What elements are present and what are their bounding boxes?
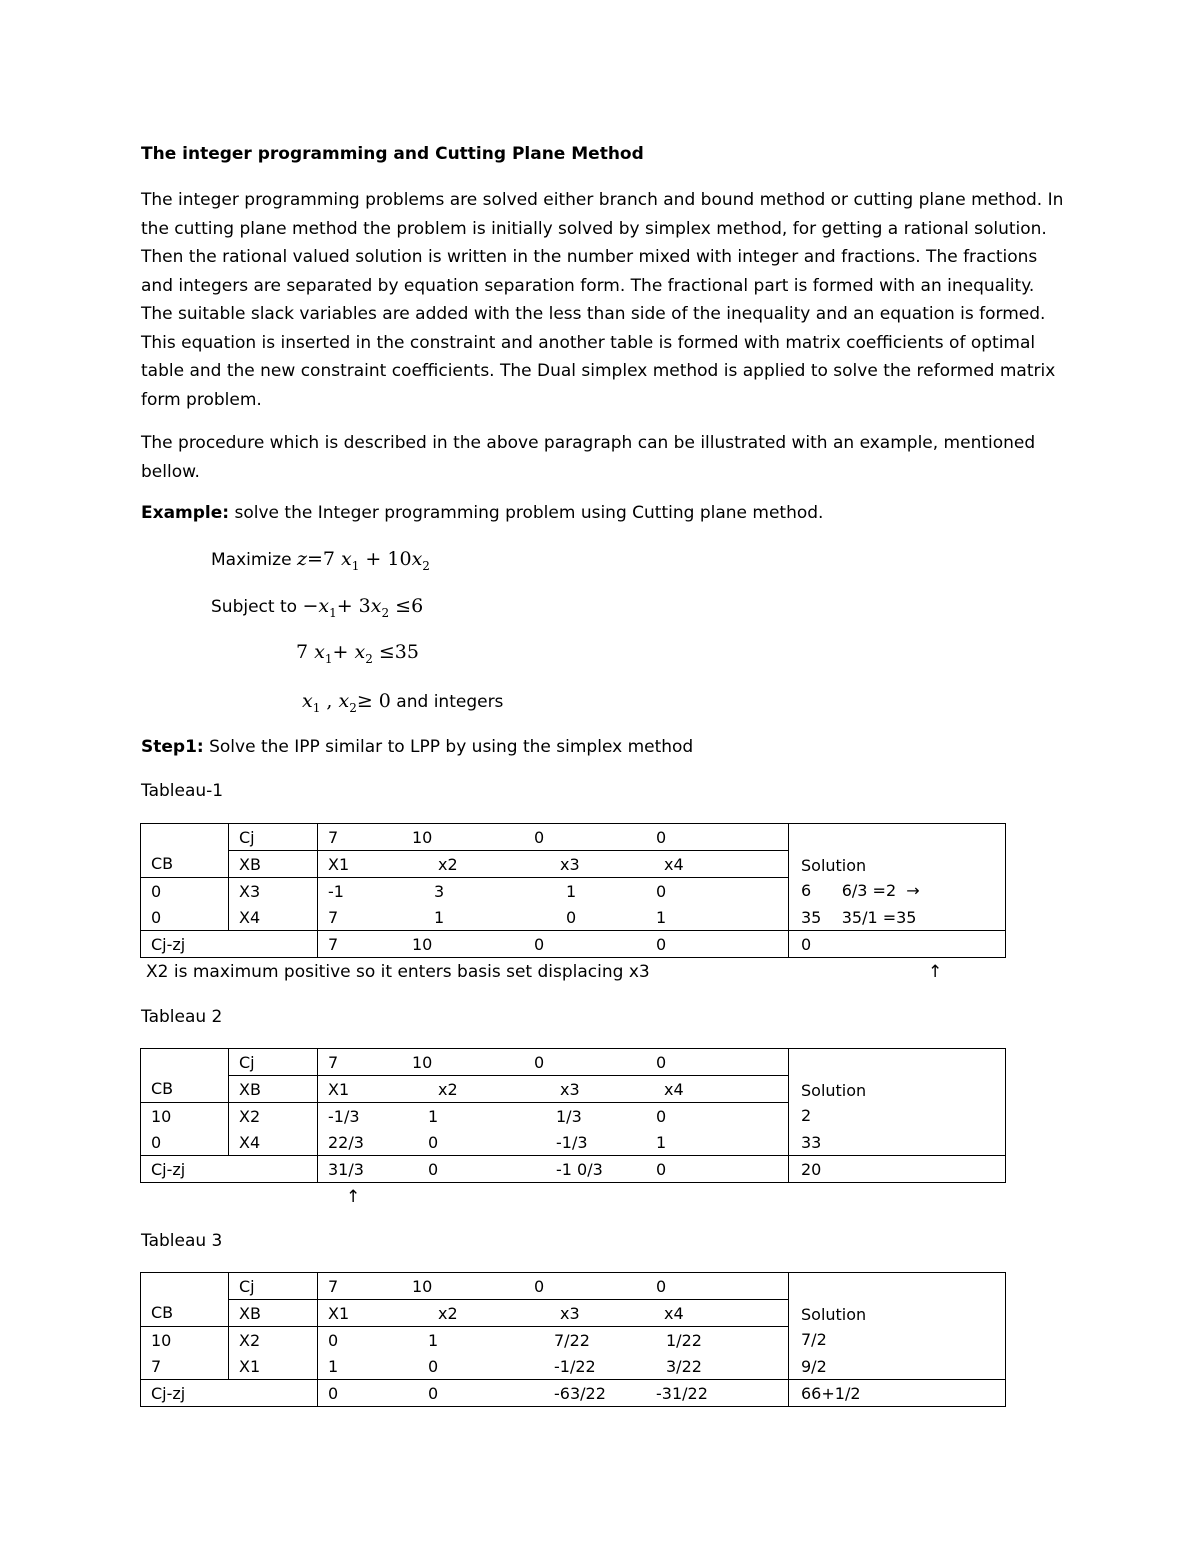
row-values (318, 904, 789, 931)
value-cell: 1/22 (666, 1330, 702, 1350)
value-cell: 0 (656, 881, 667, 901)
value-cell: -1/3 (328, 1106, 360, 1126)
cjzj-value: -63/22 (554, 1383, 606, 1403)
cjzj-value: 0 (428, 1383, 439, 1403)
tableau-2-table (140, 1048, 1006, 1183)
cjzj-values (318, 1156, 789, 1183)
xb-header: XB (229, 851, 318, 878)
var-header: X1 (328, 1303, 350, 1323)
cjzj-value: -1 0/3 (556, 1159, 603, 1179)
var-header: x2 (438, 854, 458, 874)
cb-cell: 0 (141, 1129, 229, 1156)
cj-value: 0 (656, 827, 667, 847)
value-cell: 0 (328, 1330, 339, 1350)
xb-cell: X4 (229, 1129, 318, 1156)
cjzj-solution: 0 (789, 931, 1006, 958)
xb-header: XB (229, 1300, 318, 1327)
cj-label: Cj (229, 1049, 318, 1076)
value-cell: 1/3 (556, 1106, 582, 1126)
variable-headers (318, 851, 789, 878)
xb-cell: X2 (229, 1103, 318, 1130)
cb-header: CB (141, 1076, 229, 1103)
solution-header: Solution (789, 824, 1006, 878)
solution-header: Solution (789, 1273, 1006, 1327)
example-line (141, 503, 823, 523)
cb-cell: 10 (141, 1327, 229, 1354)
cjzj-label: Cj-zj (141, 1156, 318, 1183)
empty-cell (141, 824, 229, 851)
empty-cell (141, 1049, 229, 1076)
cj-value: 0 (534, 1052, 545, 1072)
value-cell: -1 (328, 881, 344, 901)
cjzj-label: Cj-zj (141, 1380, 318, 1407)
cj-label: Cj (229, 1273, 318, 1300)
cjzj-value: 31/3 (328, 1159, 364, 1179)
cb-cell: 0 (141, 904, 229, 931)
solution-cell: 9/2 (789, 1353, 1006, 1380)
solution-cell: 7/2 (789, 1327, 1006, 1354)
cj-value: 10 (412, 827, 433, 847)
cj-value: 0 (534, 827, 545, 847)
cj-values (318, 1273, 789, 1300)
tableau-2-label: Tableau 2 (141, 1007, 223, 1027)
step1-line (141, 737, 693, 757)
var-header: x2 (438, 1079, 458, 1099)
tableau-1-table (140, 823, 1006, 958)
var-header: x2 (438, 1303, 458, 1323)
tableau-3-table (140, 1272, 1006, 1407)
cb-header: CB (141, 851, 229, 878)
row-values (318, 1327, 789, 1354)
value-cell: 0 (428, 1132, 439, 1152)
var-header: X1 (328, 1079, 350, 1099)
cj-values (318, 824, 789, 851)
cjzj-value: 0 (656, 1159, 667, 1179)
cj-value: 10 (412, 1276, 433, 1296)
row-values (318, 1353, 789, 1380)
tableau-3-label: Tableau 3 (141, 1231, 223, 1251)
cb-cell: 10 (141, 1103, 229, 1130)
value-cell: 3 (434, 881, 445, 901)
intro-paragraph: The integer programming problems are solved either branch and bound method or cutting plane method. In the cutting plane method the problem is initially solved by simplex method, for getting a rational solution. Then the rational valued solution is written in the number mixed with integer and fractions. The fractions and integers are separated by equation separation form. The fractional part is formed with an inequality. The suitable slack variables are added with the less than side of the inequality and an equation is formed. This equation is inserted in the constraint and another table is formed with matrix coefficients of optimal table and the new constraint coefficients. The Dual simplex method is applied to solve the reformed matrix form problem. (141, 190, 1064, 410)
empty-cell (141, 1273, 229, 1300)
nonnegativity-formula: $x_1$ , $x_2\ge 0$ and integers (302, 690, 504, 715)
xb-cell: X1 (229, 1353, 318, 1380)
and-integers-label: and integers (390, 692, 504, 712)
cj-value: 7 (328, 1052, 339, 1072)
cjzj-solution: 66+1/2 (789, 1380, 1006, 1407)
cj-value: 0 (534, 1276, 545, 1296)
value-cell: -1/3 (556, 1132, 588, 1152)
step1-text: Solve the IPP similar to LPP by using the simplex method (203, 737, 694, 757)
cjzj-value: 0 (428, 1159, 439, 1179)
var-header: x3 (560, 1303, 580, 1323)
value-cell: 1 (566, 881, 577, 901)
xb-cell: X3 (229, 878, 318, 905)
value-cell: 1 (434, 907, 445, 927)
cjzj-values (318, 1380, 789, 1407)
entering-arrow-icon: ↑ (928, 962, 943, 982)
variable-headers (318, 1076, 789, 1103)
tableau-1-label: Tableau-1 (141, 781, 224, 801)
value-cell: 0 (566, 907, 577, 927)
example-label: Example: (141, 503, 230, 523)
xb-header: XB (229, 1076, 318, 1103)
value-cell: -1/22 (554, 1356, 596, 1376)
value-cell: 1 (656, 907, 667, 927)
value-cell: 7 (328, 907, 339, 927)
page-title: The integer programming and Cutting Plane Method (141, 144, 644, 164)
row-values (318, 1129, 789, 1156)
var-header: x4 (664, 1303, 684, 1323)
cj-value: 0 (656, 1052, 667, 1072)
value-cell: 0 (428, 1356, 439, 1376)
var-header: x4 (664, 854, 684, 874)
var-header: x4 (664, 1079, 684, 1099)
row-values (318, 878, 789, 905)
procedure-paragraph: The procedure which is described in the above paragraph can be illustrated with an example, mentioned bellow. (141, 433, 1036, 482)
objective-formula: Maximize z=7 $x_1 + 10x_2$ (211, 548, 430, 573)
var-header: X1 (328, 854, 350, 874)
var-header: x3 (560, 854, 580, 874)
cb-header: CB (141, 1300, 229, 1327)
xb-cell: X4 (229, 904, 318, 931)
cjzj-value: 10 (412, 934, 433, 954)
cjzj-value: 7 (328, 934, 339, 954)
cjzj-solution: 20 (789, 1156, 1006, 1183)
example-text: solve the Integer programming problem using Cutting plane method. (229, 503, 824, 523)
cj-label: Cj (229, 824, 318, 851)
cj-value: 7 (328, 1276, 339, 1296)
solution-cell: 35 35/1 =35 (789, 904, 1006, 931)
value-cell: 1 (328, 1356, 339, 1376)
step1-label: Step1: (141, 737, 204, 757)
solution-cell: 6 6/3 =2 → (789, 878, 1006, 905)
cjzj-value: 0 (656, 934, 667, 954)
cjzj-value: 0 (328, 1383, 339, 1403)
cjzj-value: 0 (534, 934, 545, 954)
cj-value: 0 (656, 1276, 667, 1296)
cjzj-value: -31/22 (656, 1383, 708, 1403)
cjzj-label: Cj-zj (141, 931, 318, 958)
var-header: x3 (560, 1079, 580, 1099)
cj-value: 7 (328, 827, 339, 847)
cj-values (318, 1049, 789, 1076)
value-cell: 22/3 (328, 1132, 364, 1152)
cb-cell: 7 (141, 1353, 229, 1380)
value-cell: 1 (656, 1132, 667, 1152)
entering-arrow-icon: ↑ (346, 1187, 361, 1207)
constraint-2-formula: 7 $x_1+ x_2 \le 35$ (296, 641, 419, 666)
maximize-label: Maximize (211, 550, 297, 570)
cjzj-values (318, 931, 789, 958)
variable-headers (318, 1300, 789, 1327)
value-cell: 1 (428, 1106, 439, 1126)
row-values (318, 1103, 789, 1130)
value-cell: 0 (656, 1106, 667, 1126)
solution-cell: 33 (789, 1129, 1006, 1156)
xb-cell: X2 (229, 1327, 318, 1354)
subject-label: Subject to (211, 597, 303, 617)
cj-value: 10 (412, 1052, 433, 1072)
solution-cell: 2 (789, 1103, 1006, 1130)
constraint-1-formula: Subject to $-x_1+ 3x_2 \le 6$ (211, 595, 424, 620)
cb-cell: 0 (141, 878, 229, 905)
value-cell: 1 (428, 1330, 439, 1350)
value-cell: 3/22 (666, 1356, 702, 1376)
solution-header: Solution (789, 1049, 1006, 1103)
value-cell: 7/22 (554, 1330, 590, 1350)
tableau-1-note: X2 is maximum positive so it enters basis set displacing x3 (146, 962, 650, 982)
